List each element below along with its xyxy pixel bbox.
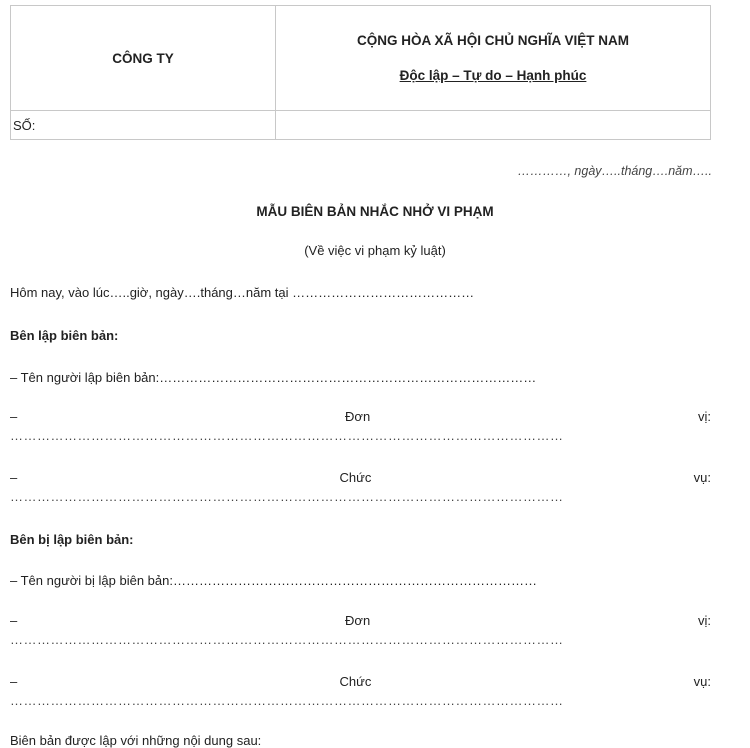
date-line: …………, ngày…..tháng….năm….. xyxy=(517,164,712,178)
unit-word: Đơn xyxy=(345,613,371,628)
dash: – xyxy=(10,409,18,424)
national-header xyxy=(276,6,711,111)
unit-word: Đơn xyxy=(345,409,371,424)
content-intro: Biên bản được lập với những nội dung sau: xyxy=(10,733,262,748)
party-a-position-dots: …………………………………………………………………………………………………………… xyxy=(10,489,564,504)
position-word: Chức xyxy=(339,470,372,485)
party-b-unit-dots: …………………………………………………………………………………………………………… xyxy=(10,632,564,647)
document-number-blank xyxy=(276,111,711,140)
party-a-name-line: – Tên người lập biên bản:…………………………………………………………………………… xyxy=(10,370,537,385)
nation-title: CỘNG HÒA XÃ HỘI CHỦ NGHĨA VIỆT NAM xyxy=(356,33,629,48)
unit-suffix: vị: xyxy=(697,409,711,424)
intro-line: Hôm nay, vào lúc…..giờ, ngày….tháng…năm tại …………………………………… xyxy=(10,285,475,300)
document-title: MẪU BIÊN BẢN NHẮC NHỞ VI PHẠM xyxy=(256,204,494,219)
party-a-heading: Bên lập biên bản: xyxy=(10,328,119,343)
dash: – xyxy=(10,613,18,628)
dash: – xyxy=(10,470,18,485)
party-b-heading: Bên bị lập biên bản: xyxy=(10,532,134,547)
party-b-unit-line xyxy=(10,613,711,628)
party-b-position-dots: …………………………………………………………………………………………………………… xyxy=(10,693,564,708)
dash: – xyxy=(10,674,18,689)
party-a-unit-line xyxy=(10,409,711,424)
position-word: Chức xyxy=(339,674,372,689)
position-suffix: vụ: xyxy=(693,470,711,485)
party-b-name-line: – Tên người bị lập biên bản:………………………………………………………………………… xyxy=(10,573,537,588)
party-a-unit-dots: …………………………………………………………………………………………………………… xyxy=(10,428,564,443)
document-number-label: SỐ: xyxy=(11,111,276,140)
unit-suffix: vị: xyxy=(697,613,711,628)
nation-motto: Độc lập – Tự do – Hạnh phúc xyxy=(399,68,587,83)
document-subtitle: (Về việc vi phạm kỷ luật) xyxy=(304,243,446,258)
party-a-position-line xyxy=(10,470,711,485)
party-b-position-line xyxy=(10,674,711,689)
company-name: CÔNG TY xyxy=(11,6,276,111)
header-table xyxy=(10,5,711,140)
position-suffix: vụ: xyxy=(693,674,711,689)
